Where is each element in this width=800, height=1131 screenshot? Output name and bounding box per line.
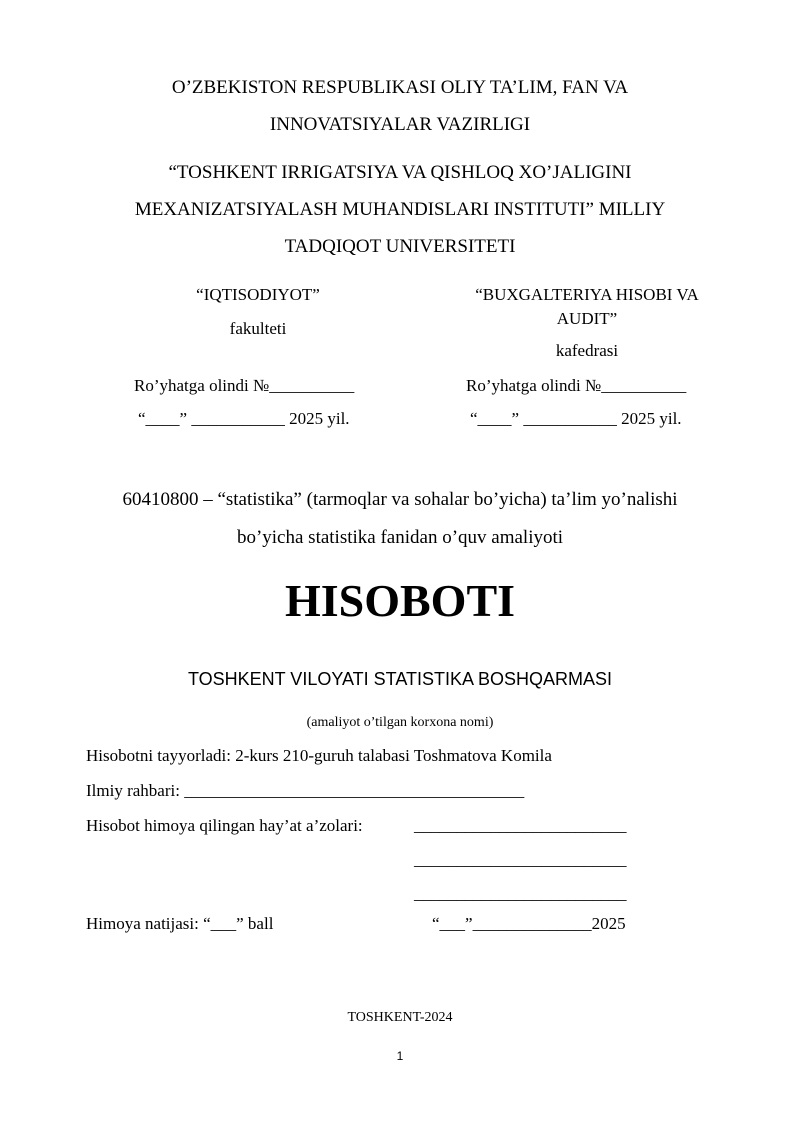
ministry-line-2: INNOVATSIYALAR VAZIRLIGI bbox=[269, 114, 531, 135]
document-title: HISOBOTI bbox=[284, 575, 516, 626]
supervisor: Ilmiy rahbari: ________________________________________ bbox=[86, 781, 525, 800]
committee-line-2: _________________________ bbox=[414, 850, 627, 869]
defense-date: “___”______________2025 bbox=[432, 914, 626, 933]
committee-label: Hisobot himoya qilingan hay’at a’zolari: bbox=[86, 816, 363, 835]
department-name-line-2: AUDIT” bbox=[556, 309, 618, 328]
faculty-name: “IQTISODIYOT” bbox=[196, 285, 320, 304]
city-year: TOSHKENT-2024 bbox=[347, 1010, 453, 1025]
page-number: 1 bbox=[396, 1049, 404, 1063]
institute-line-1: “TOSHKENT IRRIGATSIYA VA QISHLOQ XO’JALIGINI bbox=[168, 162, 632, 183]
department-name-line-1: “BUXGALTERIYA HISOBI VA bbox=[475, 285, 699, 304]
faculty-label: fakulteti bbox=[229, 319, 287, 338]
faculty-date: “____” ___________ 2025 yil. bbox=[138, 409, 350, 428]
institute-line-2: MEXANIZATSIYALASH MUHANDISLARI INSTITUTI” MILLIY bbox=[134, 199, 666, 220]
defense-result: Himoya natijasi: “___” ball bbox=[86, 914, 274, 933]
institute-line-3: TADQIQOT UNIVERSITETI bbox=[284, 236, 516, 257]
enterprise-caption: (amaliyot o’tilgan korxona nomi) bbox=[306, 715, 494, 730]
committee-line-1: _________________________ bbox=[414, 816, 627, 835]
subject-line-2: bo’yicha statistika fanidan o’quv amaliyoti bbox=[236, 527, 564, 548]
faculty-registration: Ro’yhatga olindi №__________ bbox=[134, 376, 355, 395]
ministry-line-1: O’ZBEKISTON RESPUBLIKASI OLIY TA’LIM, FAN VA bbox=[171, 77, 629, 98]
department-date: “____” ___________ 2025 yil. bbox=[470, 409, 682, 428]
subject-line-1: 60410800 – “statistika” (tarmoqlar va sohalar bo’yicha) ta’lim yo’nalishi bbox=[122, 489, 678, 510]
prepared-by: Hisobotni tayyorladi: 2-kurs 210-guruh talabasi Toshmatova Komila bbox=[86, 746, 552, 765]
committee-line-3: _________________________ bbox=[414, 884, 627, 903]
department-registration: Ro’yhatga olindi №__________ bbox=[466, 376, 687, 395]
department-label: kafedrasi bbox=[555, 341, 619, 360]
enterprise-name: TOSHKENT VILOYATI STATISTIKA BOSHQARMASI bbox=[187, 669, 613, 689]
